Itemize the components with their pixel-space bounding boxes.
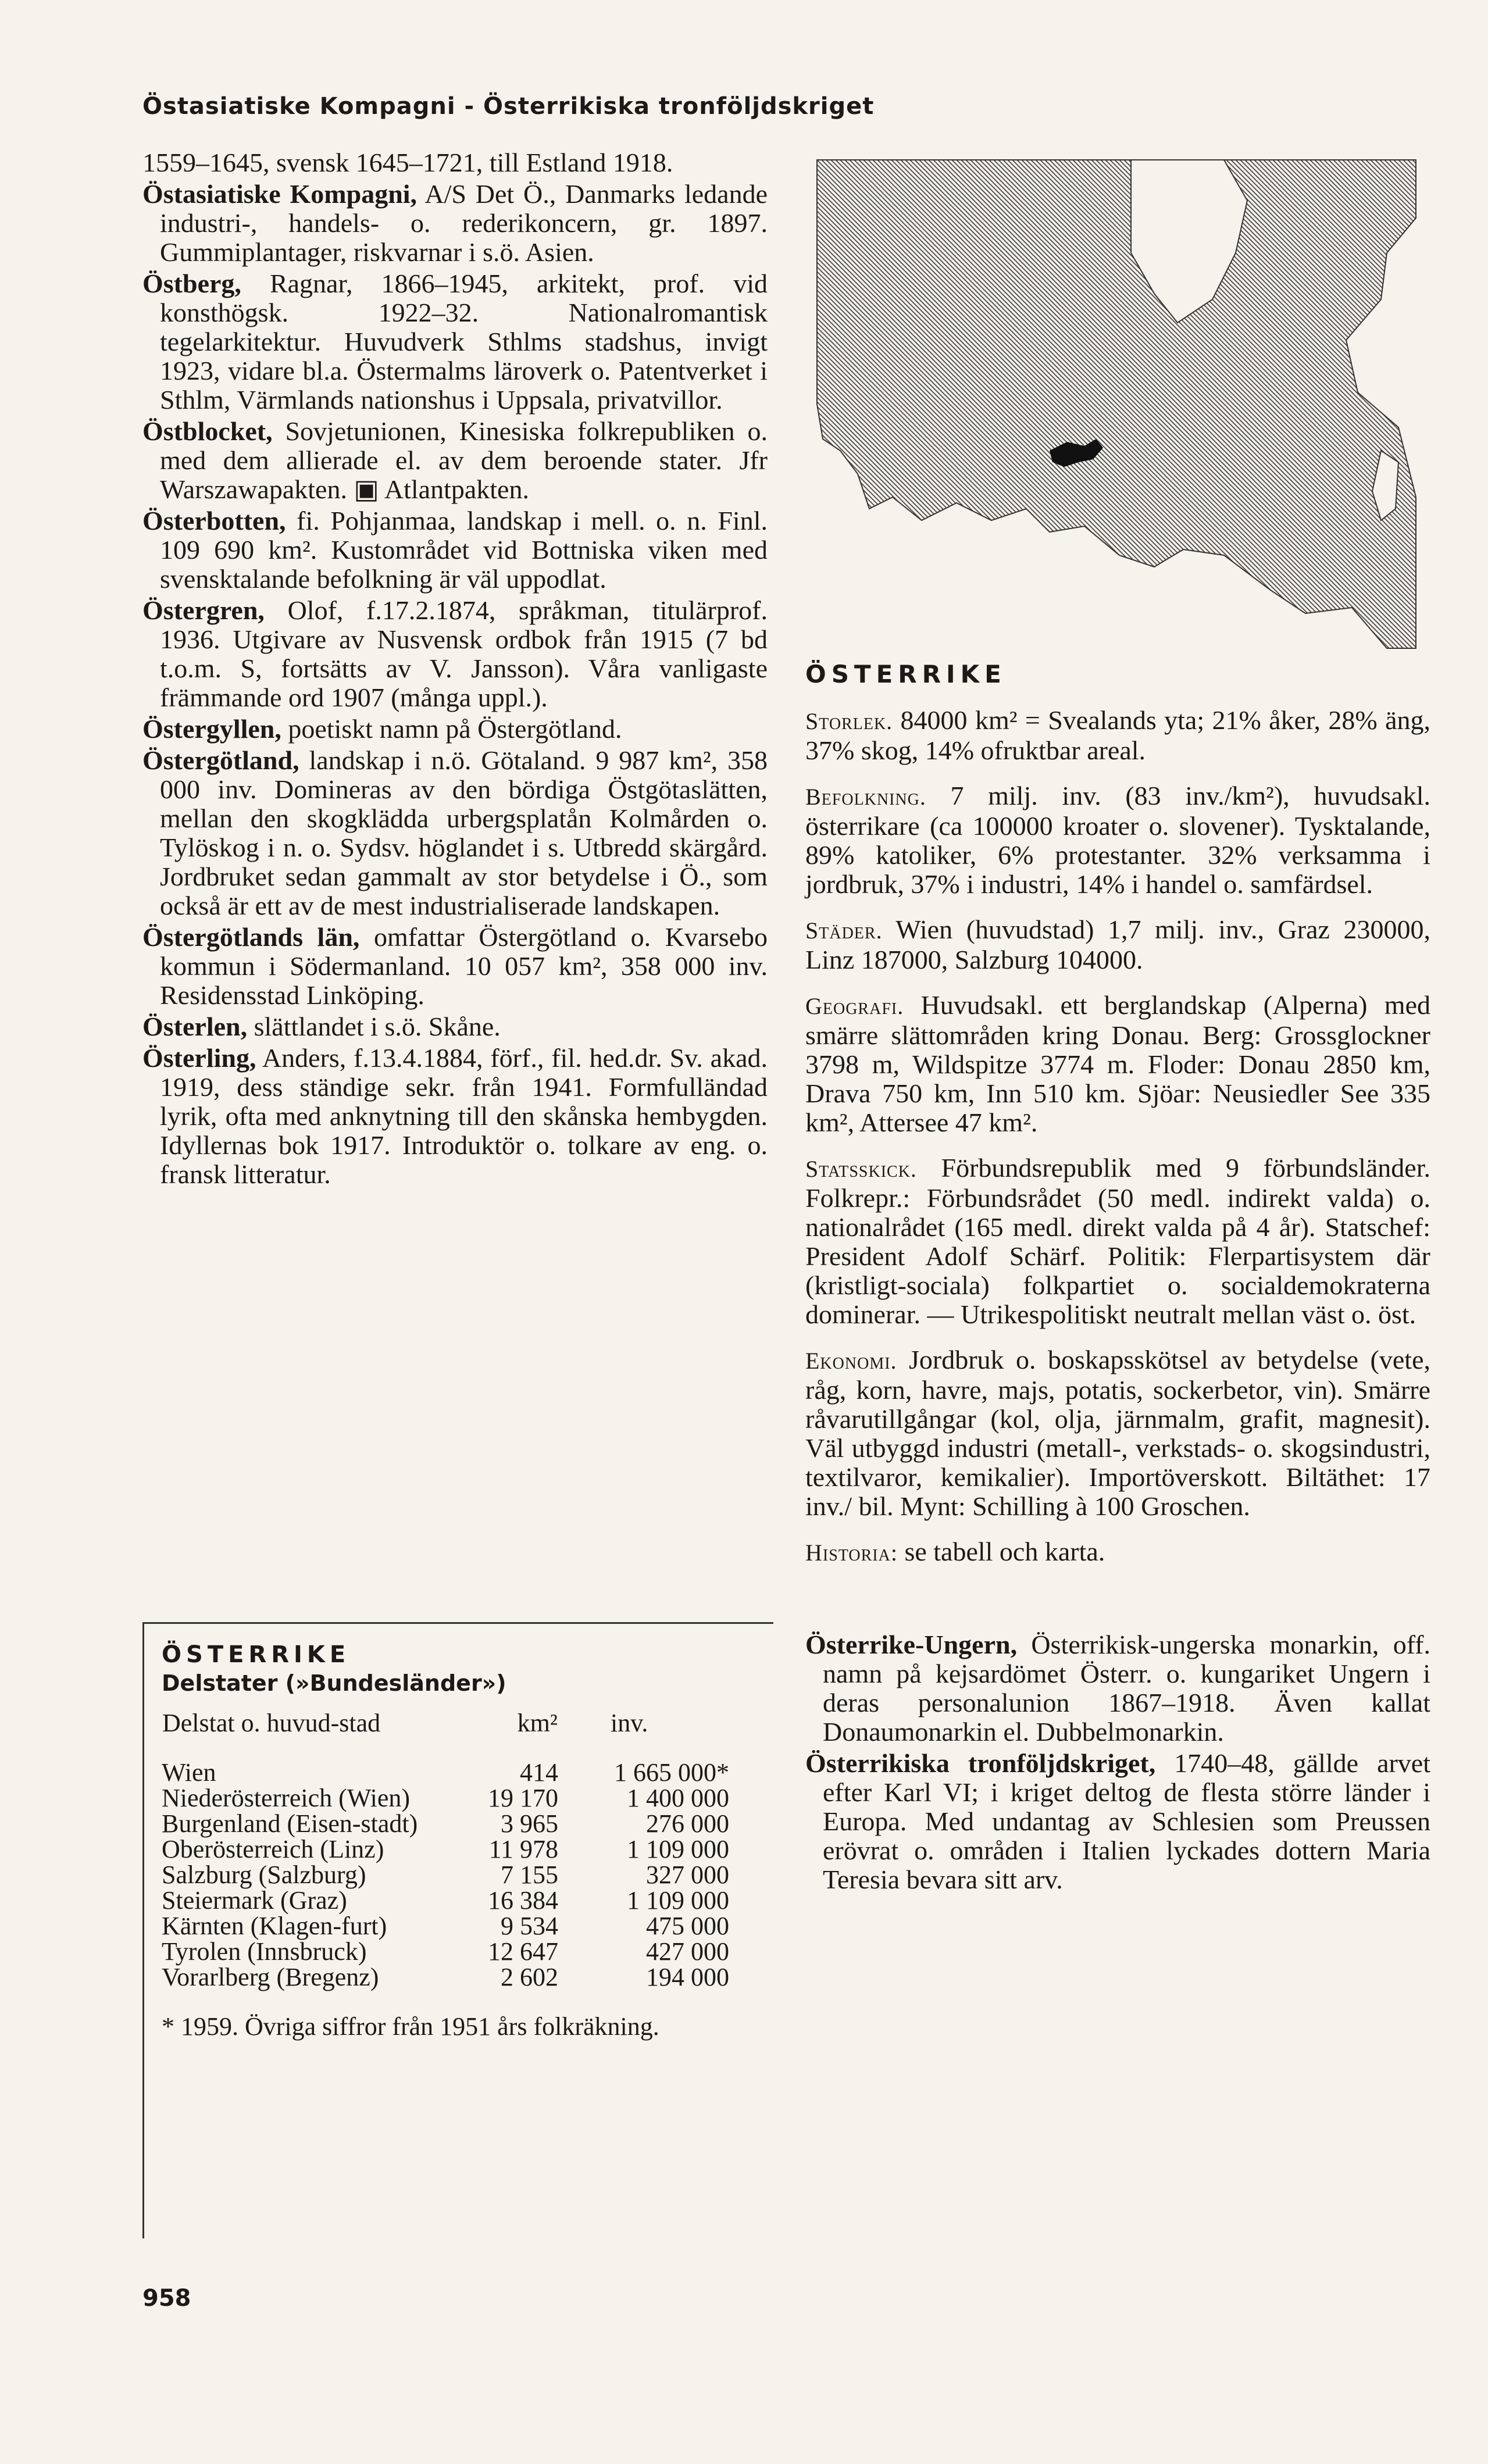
col-header-name: Delstat o. huvud-stad xyxy=(162,1709,381,1737)
fact-label: Geografi. xyxy=(805,993,904,1019)
entry-headword: Östergren, xyxy=(142,595,265,625)
dictionary-entry xyxy=(805,1630,1430,1747)
table-footnote: * 1959. Övriga siffror från 1951 års folkräkning. xyxy=(162,2012,659,2041)
col-header-km: km² xyxy=(517,1709,558,1737)
table-header-row xyxy=(162,1710,729,1737)
dictionary-entry xyxy=(142,1012,768,1041)
entry-headword: Östergyllen, xyxy=(142,714,281,744)
fact-text: Wien (huvudstad) 1,7 milj. inv., Graz 230000, Linz 187000, Salzburg 104000. xyxy=(805,915,1430,974)
dictionary-entry xyxy=(805,1749,1430,1894)
fact-paragraph xyxy=(805,781,1430,899)
entry-headword: Östergötland, xyxy=(142,745,299,775)
europe-map xyxy=(805,148,1430,654)
fact-text: 84000 km² = Svealands yta; 21% åker, 28% äng, 37% skog, 14% ofruktbar areal. xyxy=(805,705,1430,765)
entry-text: 1559–1645, svensk 1645–1721, till Estland 1918. xyxy=(142,148,673,177)
cell-name: Steiermark (Graz) xyxy=(162,1886,347,1915)
fact-label: Städer. xyxy=(805,917,883,944)
cell-km: 2 602 xyxy=(501,1963,558,1991)
col-header-inv: inv. xyxy=(611,1709,648,1737)
table-row xyxy=(162,1965,729,1990)
box-subtitle: Delstater (»Bundesländer») xyxy=(162,1670,506,1696)
cell-inv: 1 109 000 xyxy=(627,1886,729,1915)
fact-paragraph xyxy=(805,1345,1430,1521)
cell-name: Kärnten (Klagen-furt) xyxy=(162,1912,387,1940)
fact-paragraph xyxy=(805,991,1430,1137)
entry-text: A/S Det Ö., Danmarks ledande industri-, handels- o. rederikoncern, gr. 1897. Gummiplantager, riskvarnar i s.ö. Asien. xyxy=(160,179,768,267)
cell-km: 9 534 xyxy=(501,1912,558,1940)
table-row xyxy=(162,1939,729,1965)
cell-inv: 194 000 xyxy=(646,1963,729,1991)
entry-text: Anders, f.13.4.1884, förf., fil. hed.dr. Sv. akad. 1919, dess ständige sekr. från 1941. Formfulländad lyrik, ofta med anknytning till den skånska hembygden. Idyllernas bok 1917. Introduktör o. tolkare av eng. o. fransk litteratur. xyxy=(160,1043,768,1189)
fact-label: Storlek. xyxy=(805,708,893,734)
cell-name: Wien xyxy=(162,1758,216,1787)
entry-text: fi. Pohjanmaa, landskap i mell. o. n. Finl. 109 690 km². Kustområdet vid Bottniska viken med svensktalande befolkning är väl uppodlat. xyxy=(160,506,768,594)
cell-name: Burgenland (Eisen-stadt) xyxy=(162,1809,418,1838)
entry-text: 1740–48, gällde arvet efter Karl VI; i kriget deltog de flesta större länder i Europa. Med undantag av Schlesien som Preussen erövrat o. områden i Italien lyckades dottern Maria Teresia bevara sitt arv. xyxy=(823,1748,1430,1894)
cell-name: Salzburg (Salzburg) xyxy=(162,1861,366,1889)
entry-headword: Österling, xyxy=(142,1043,256,1073)
map-landmass xyxy=(817,160,1416,648)
entry-headword: Österbotten, xyxy=(142,506,286,535)
entry-headword: Östasiatiske Kompagni, xyxy=(142,179,418,209)
entry-text: omfattar Östergötland o. Kvarsebo kommun i Södermanland. 10 057 km², 358 000 inv. Residensstad Linköping. xyxy=(160,922,768,1010)
dictionary-entry xyxy=(142,596,768,712)
cell-km: 414 xyxy=(520,1758,558,1787)
entry-headword: Östblocket, xyxy=(142,416,273,446)
dictionary-entry xyxy=(142,1044,768,1189)
dictionary-entry xyxy=(142,269,768,415)
entry-text: Ragnar, 1866–1945, arkitekt, prof. vid konsthögsk. 1922–32. Nationalromantisk tegelarkitektur. Huvudverk Sthlms stadshus, invigt 1923, vidare bl.a. Östermalms läroverk o. Patentverket i Sthlm, Värmlands nationshus i Uppsala, privatvillor. xyxy=(160,269,768,415)
fact-label: Historia: xyxy=(805,1540,898,1566)
cell-inv: 475 000 xyxy=(646,1912,729,1940)
cell-km: 16 384 xyxy=(488,1886,558,1915)
entry-headword: Österlen, xyxy=(142,1012,248,1041)
table-row xyxy=(162,1811,729,1837)
entry-headword: Östberg, xyxy=(142,269,241,298)
page-number: 958 xyxy=(142,2285,191,2312)
left-column xyxy=(142,148,768,1191)
box-title: ÖSTERRIKE xyxy=(162,1641,351,1668)
table-row xyxy=(162,1837,729,1862)
table-row xyxy=(162,1785,729,1811)
cell-km: 3 965 xyxy=(501,1809,558,1838)
table-row xyxy=(162,1760,729,1785)
fact-paragraph xyxy=(805,915,1430,974)
table-row xyxy=(162,1862,729,1888)
right-column xyxy=(805,148,1430,1897)
fact-paragraph xyxy=(805,706,1430,765)
cell-inv: 1 109 000 xyxy=(627,1835,729,1863)
page-header: Östasiatiske Kompagni - Österrikiska tronföljdskriget xyxy=(142,93,875,120)
states-table xyxy=(162,1710,729,1990)
cell-km: 19 170 xyxy=(488,1784,558,1812)
fact-paragraph xyxy=(805,1154,1430,1329)
cell-inv: 276 000 xyxy=(646,1809,729,1838)
cell-inv: 1 400 000 xyxy=(627,1784,729,1812)
austria-title: ÖSTERRIKE xyxy=(805,660,1007,688)
entry-text: poetiskt namn på Östergötland. xyxy=(281,714,622,744)
fact-paragraph xyxy=(805,1537,1430,1567)
dictionary-entry xyxy=(142,180,768,267)
entry-text: landskap i n.ö. Götaland. 9 987 km², 358 000 inv. Domineras av den bördiga Östgötaslätten, mellan den skogklädda urbergsplatån Kolmården o. Tylöskog i n. o. Sydsv. höglandet i s. Utbredd skärgård. Jordbruket sedan gammalt av stor betydelse i Ö., som också är ett av de mest industrialiserade landskapen. xyxy=(160,745,768,920)
cell-name: Tyrolen (Innsbruck) xyxy=(162,1937,367,1966)
table-row xyxy=(162,1888,729,1913)
dictionary-entry xyxy=(142,923,768,1010)
cell-km: 12 647 xyxy=(488,1937,558,1966)
dictionary-entry xyxy=(142,715,768,744)
states-table-box xyxy=(142,1622,773,2238)
entry-text: Österrikisk-ungerska monarkin, off. namn på kejsardömet Österr. o. kungariket Ungern i deras personalunion 1867–1918. Även kallat Donaumonarkin el. Dubbelmonarkin. xyxy=(823,1630,1430,1747)
entry-headword: Österrike-Ungern, xyxy=(805,1630,1018,1659)
fact-label: Statsskick. xyxy=(805,1156,917,1182)
fact-text: Jordbruk o. boskapsskötsel av betydelse (vete, råg, korn, havre, majs, potatis, sockerbetor, vin). Smärre råvarutillgångar (kol, olja, järnmalm, grafit, magnesit). Väl utbyggd industri (metall-, verkstads- o. skogsindustri, textilvaror, kemikalier). Importöverskott. Biltäthet: 17 inv./ bil. Mynt: Schilling à 100 Groschen. xyxy=(805,1345,1430,1521)
fact-label: Befolkning. xyxy=(805,784,926,810)
entry-text: slättlandet i s.ö. Skåne. xyxy=(247,1012,501,1041)
cell-inv: 427 000 xyxy=(646,1937,729,1966)
cell-name: Vorarlberg (Bregenz) xyxy=(162,1963,379,1991)
cell-name: Niederösterreich (Wien) xyxy=(162,1784,411,1812)
dictionary-entry xyxy=(142,746,768,920)
entry-headword: Östergötlands län, xyxy=(142,922,360,952)
dictionary-entry xyxy=(142,417,768,504)
map-svg xyxy=(805,148,1430,654)
cell-inv: 327 000 xyxy=(646,1861,729,1889)
entry-headword: Österrikiska tronföljdskriget, xyxy=(805,1748,1156,1778)
dictionary-entry xyxy=(142,148,768,177)
fact-text: se tabell och karta. xyxy=(897,1537,1105,1566)
fact-label: Ekonomi. xyxy=(805,1348,897,1374)
fact-text: Huvudsakl. ett berglandskap (Alperna) med smärre slättområden kring Donau. Berg: Grossglockner 3798 m, Wildspitze 3774 m. Floder: Donau 2850 km, Drava 750 km, Inn 510 km. Sjöar: Neusiedler See 335 km², Attersee 47 km². xyxy=(805,990,1430,1137)
cell-inv: 1 665 000* xyxy=(614,1758,729,1787)
dictionary-entry xyxy=(142,506,768,594)
cell-km: 7 155 xyxy=(501,1861,558,1889)
cell-km: 11 978 xyxy=(488,1835,558,1863)
cell-name: Oberösterreich (Linz) xyxy=(162,1835,384,1863)
entry-text: Sovjetunionen, Kinesiska folkrepubliken o. med dem allierade el. av dem beroende stater. Jfr Warszawapakten. ▣ Atlantpakten. xyxy=(160,416,768,504)
table-row xyxy=(162,1913,729,1939)
fact-text: 7 milj. inv. (83 inv./km²), huvudsakl. österrikare (ca 100000 kroater o. slovener). Tysktalande, 89% katoliker, 6% protestanter. 32% verksamma i jordbruk, 37% i industri, 14% i handel o. samfärdsel. xyxy=(805,781,1430,899)
fact-text: Förbundsrepublik med 9 förbundsländer. Folkrepr.: Förbundsrådet (50 medl. indirekt valda) o. nationalrådet (165 medl. direkt valda på 4 år). Statschef: President Adolf Schärf. Politik: Flerpartisystem där (kristligt-sociala) folkpartiet o. socialdemokraterna dominerar. — Utrikespolitiskt neutralt mellan väst o. öst. xyxy=(805,1153,1430,1329)
entry-text: Olof, f.17.2.1874, språkman, titulärprof. 1936. Utgivare av Nusvensk ordbok från 1915 (7 bd t.o.m. S, fortsätts av V. Jansson). Våra vanligaste främmande ord 1907 (många uppl.). xyxy=(160,595,768,712)
